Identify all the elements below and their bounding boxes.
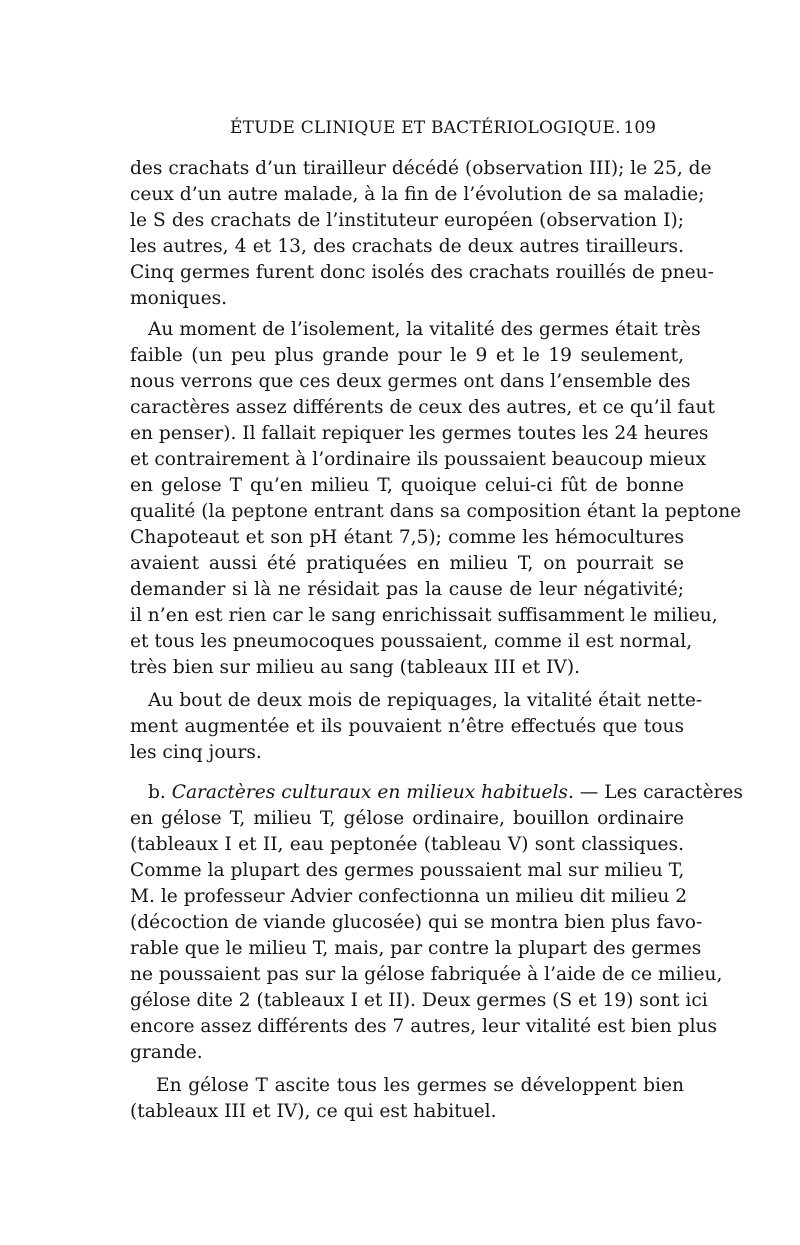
text-line: encore assez différents des 7 autres, leur vitalité est bien plus <box>130 1016 718 1037</box>
text-line: Comme la plupart des germes poussaient mal sur milieu T, <box>130 860 685 881</box>
text-line: faible (un peu plus grande pour le 9 et le 19 seulement, <box>130 345 684 366</box>
text-line: et contrairement à l’ordinaire ils poussaient beaucoup mieux <box>130 449 707 470</box>
section-heading-line <box>148 780 743 806</box>
text-line: les cinq jours. <box>130 742 262 763</box>
text-line: le S des crachats de l’instituteur européen (observation I); <box>130 210 684 231</box>
running-head <box>130 118 670 142</box>
section-heading-rest: — Les caractères <box>573 782 743 803</box>
section-heading: Caractères culturaux en milieux habituels. <box>171 782 574 803</box>
text-line: en gélose T, milieu T, gélose ordinaire, bouillon ordinaire <box>130 808 684 829</box>
text-line: rable que le milieu T, mais, par contre la plupart des germes <box>130 938 702 959</box>
text-line: grande. <box>130 1042 203 1063</box>
text-line: M. le professeur Advier confectionna un milieu dit milieu 2 <box>130 886 688 907</box>
text-line: En gélose T ascite tous les germes se développent bien <box>156 1075 684 1096</box>
text-line: ceux d’un autre malade, à la fin de l’évolution de sa maladie; <box>130 184 705 205</box>
text-line: en gelose T qu’en milieu T, quoique celui-ci fût de bonne <box>130 475 684 496</box>
text-line: Au bout de deux mois de repiquages, la vitalité était nette- <box>148 690 703 711</box>
page-number: 109 <box>623 118 656 138</box>
text-line: (tableaux I et II, eau peptonée (tableau V) sont classiques. <box>130 834 684 855</box>
text-line: ment augmentée et ils pouvaient n’être effectués que tous <box>130 716 684 737</box>
text-line: qualité (la peptone entrant dans sa composition étant la peptone <box>130 501 742 522</box>
text-line: Chapoteaut et son pH étant 7,5); comme les hémocultures <box>130 527 684 548</box>
text-line: les autres, 4 et 13, des crachats de deux autres tirailleurs. <box>130 236 684 257</box>
section-label: b. <box>148 782 172 803</box>
text-line: très bien sur milieu au sang (tableaux III et IV). <box>130 657 581 678</box>
text-line: gélose dite 2 (tableaux I et II). Deux germes (S et 19) sont ici <box>130 990 708 1011</box>
text-line: il n’en est rien car le sang enrichissait suffisamment le milieu, <box>130 605 718 626</box>
text-line: des crachats d’un tirailleur décédé (observation III); le 25, de <box>130 158 712 179</box>
running-title: ÉTUDE CLINIQUE ET BACTÉRIOLOGIQUE. <box>230 118 621 138</box>
text-line: et tous les pneumocoques poussaient, comme il est normal, <box>130 631 693 652</box>
text-line: ne poussaient pas sur la gélose fabriquée à l’aide de ce milieu, <box>130 964 723 985</box>
text-line: (décoction de viande glucosée) qui se montra bien plus favo- <box>130 912 703 933</box>
text-line: avaient aussi été pratiquées en milieu T, on pourrait se <box>130 553 684 574</box>
text-line: (tableaux III et IV), ce qui est habituel. <box>130 1101 497 1122</box>
text-line: nous verrons que ces deux germes ont dans l’ensemble des <box>130 371 691 392</box>
text-line: Au moment de l’isolement, la vitalité des germes était très <box>148 319 701 340</box>
text-line: caractères assez différents de ceux des autres, et ce qu’il faut <box>130 397 715 418</box>
text-line: demander si là ne résidait pas la cause de leur négativité; <box>130 579 684 600</box>
text-line: moniques. <box>130 288 228 309</box>
text-line: en penser). Il fallait repiquer les germes toutes les 24 heures <box>130 423 709 444</box>
text-line: Cinq germes furent donc isolés des crachats rouillés de pneu- <box>130 262 714 283</box>
